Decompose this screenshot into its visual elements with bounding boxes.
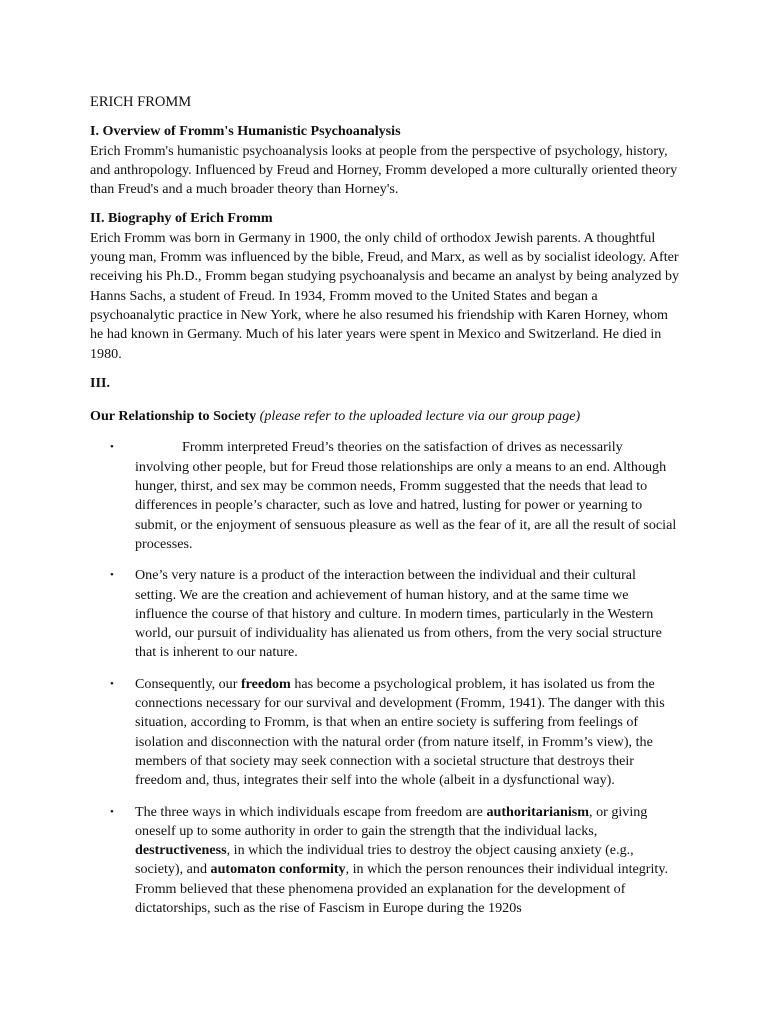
list-item-text: , in which the person renounces their individual integrity. Fromm believed that these phenomena provided an explanation for the development of dictatorships, such as the rise of Fascism in Europe during the 1920s — [135, 861, 668, 916]
section-heading: II. Biography of Erich Fromm — [90, 210, 273, 227]
section-overview — [90, 122, 680, 199]
section-paragraph: Erich Fromm's humanistic psychoanalysis looks at people from the perspective of psychology, history, and anthropology. Influenced by Freud and Horney, Fromm developed a more culturally oriented theory than Freud's and a much broader theory than Horney's. — [90, 142, 678, 198]
section-paragraph: Erich Fromm was born in Germany in 1900, the only child of orthodox Jewish parents. A thoughtful young man, Fromm was influenced by the bible, Freud, and Marx, as well as by socialist ideology. After receiving his Ph.D., Fromm began studying psychoanalysis and became an analyst by being analyzed by Hanns Sachs, a student of Freud. In 1934, Fromm moved to the United States and began a psychoanalytic practice in New York, where he also resumed his friendship with Karen Horney, whom he had known in Germany. Much of his later years were spent in Mexico and Switzerland. He died in 1980. — [90, 229, 680, 362]
emphasis-authoritarianism: authoritarianism — [486, 803, 590, 820]
section-biography — [90, 209, 680, 363]
relationship-heading — [90, 407, 680, 426]
document-title: ERICH FROMM — [90, 94, 192, 110]
list-item — [90, 803, 680, 919]
emphasis-freedom: freedom — [240, 675, 291, 692]
list-item — [90, 438, 680, 554]
section-three-heading: III. — [90, 374, 110, 391]
list-item-text: , or giving oneself up to some authority in order to gain the strength that the individual lacks, — [135, 803, 648, 839]
list-item — [90, 566, 680, 662]
section-heading: I. Overview of Fromm's Humanistic Psychoanalysis — [90, 123, 401, 140]
document-body — [90, 93, 680, 930]
list-item-text: Fromm interpreted Freud’s theories on the satisfaction of drives as necessarily involving other people, but for Freud those relationships are only a means to an end. Although hunger, thirst, and sex may be common needs, Fromm suggested that the needs that lead to differences in people’s character, such as love and hatred, lusting for power or yearning to submit, or the enjoyment of sensuous pleasure as well as the fear of it, are all the result of social processes. — [135, 439, 677, 552]
relationship-title: Our Relationship to Society — [90, 408, 257, 425]
list-item-text: One’s very nature is a product of the interaction between the individual and their cultural setting. We are the creation and achievement of human history, and at the same time we influence the course of that history and culture. In modern times, particularly in the Western world, our pursuit of individuality has alienated us from others, from the very social structure that is inherent to our nature. — [135, 567, 662, 661]
list-item-text: The three ways in which individuals escape from freedom are — [135, 803, 487, 820]
list-item-text: has become a psychological problem, it has isolated us from the connections necessary for our survival and development (Fromm, 1941). The danger with this situation, according to Fromm, is that when an entire society is suffering from feelings of isolation and disconnection with the natural order (from nature itself, in Fromm’s view), the members of that society may seek connection with a societal structure that destroys their freedom and, thus, integrates their self into the whole (albeit in a dysfunctional way). — [135, 675, 665, 789]
bullet-icon: • — [110, 569, 114, 582]
list-item — [90, 675, 680, 791]
emphasis-destructiveness: destructiveness — [135, 842, 227, 859]
list-item-text: Consequently, our — [135, 675, 241, 692]
list-item-text: , in which the individual tries to destroy the object causing anxiety (e.g., society), and — [135, 842, 634, 878]
relationship-note: (please refer to the uploaded lecture via our group page) — [259, 408, 581, 425]
bullet-list — [90, 438, 680, 918]
bullet-icon: • — [110, 441, 114, 454]
bullet-icon: • — [110, 677, 114, 690]
bullet-icon: • — [110, 805, 114, 818]
emphasis-automaton-conformity: automaton conformity — [210, 861, 346, 878]
